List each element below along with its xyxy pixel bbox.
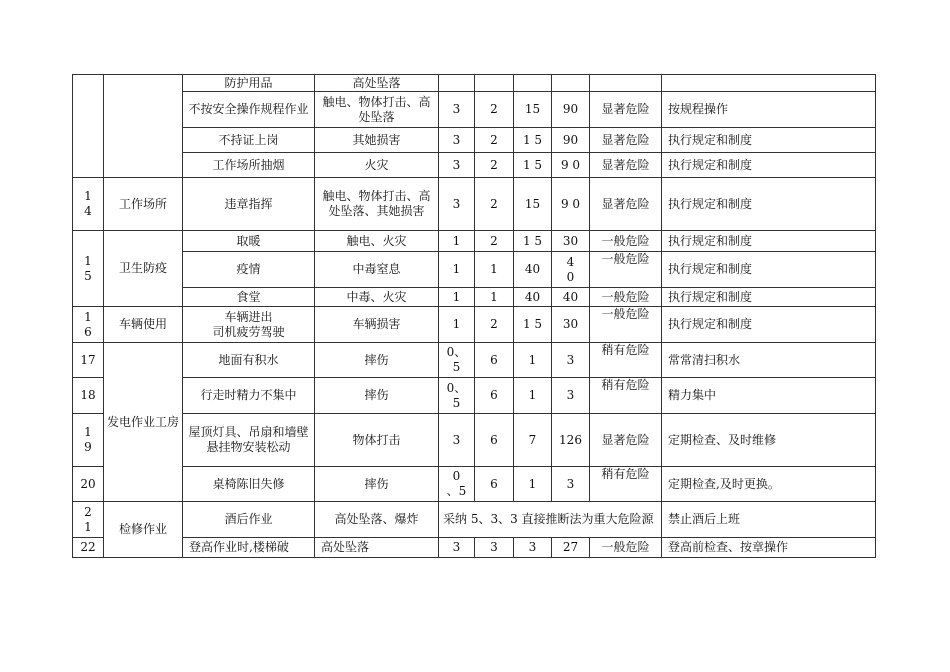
hazard-source-cell: 疫情 [183,252,315,288]
d-value-cell: 30 [552,307,590,343]
risk-level-cell [590,75,662,92]
table-row [73,343,876,378]
control-measure-cell: 登高前检查、按章操作 [662,538,876,558]
l-value-cell: 1 [439,231,475,252]
row-number-cell: 1 6 [73,307,104,343]
c-value-cell: 1 5 [514,153,552,178]
hazard-source-cell: 地面有积水 [183,343,315,378]
risk-level-cell: 稍有危险 [590,467,662,502]
risk-level-cell: 一般危险 [590,307,662,343]
control-measure-cell: 执行规定和制度 [662,307,876,343]
work-area-cell: 工作场所 [104,178,183,231]
work-area-cell: 检修作业 [104,502,183,558]
l-value-cell: 3 [439,153,475,178]
c-value-cell: 1 [514,467,552,502]
e-value-cell: 2 [475,178,514,231]
table-row [73,252,876,288]
major-hazard-note-cell: 采纳 5、3、3 直接推断法为重大危险源 [439,502,662,538]
l-value-cell: 0、 5 [439,343,475,378]
e-value-cell: 6 [475,343,514,378]
d-value-cell: 3 [552,378,590,414]
control-measure-cell: 执行规定和制度 [662,231,876,252]
risk-level-cell: 一般危险 [590,252,662,288]
table-row [73,92,876,128]
l-value-cell: 3 [439,178,475,231]
control-measure-cell: 定期检查,及时更换。 [662,467,876,502]
table-row [73,153,876,178]
risk-level-cell: 稍有危险 [590,378,662,414]
row-number-cell: 1 5 [73,231,104,307]
d-value-cell: 90 [552,128,590,153]
c-value-cell [514,75,552,92]
possible-accident-cell: 火灾 [315,153,439,178]
e-value-cell [475,75,514,92]
hazard-source-cell: 车辆进出 司机疲劳驾驶 [183,307,315,343]
hazard-source-cell: 屋顶灯具、吊扇和墙壁悬挂物安装松动 [183,414,315,467]
l-value-cell: 1 [439,288,475,307]
table-row [73,502,876,538]
possible-accident-cell: 高处坠落、爆炸 [315,502,439,538]
table-row [73,467,876,502]
hazard-source-cell: 登高作业时,楼梯破 [183,538,315,558]
e-value-cell: 2 [475,153,514,178]
row-number-cell: 20 [73,467,104,502]
work-area-cell: 发电作业工房 [104,343,183,502]
risk-level-cell: 显著危险 [590,128,662,153]
hazard-source-cell: 食堂 [183,288,315,307]
possible-accident-cell: 触电、火灾 [315,231,439,252]
c-value-cell: 1 5 [514,231,552,252]
risk-level-cell: 一般危险 [590,288,662,307]
c-value-cell: 40 [514,288,552,307]
d-value-cell: 3 [552,467,590,502]
row-number-cell: 2 1 [73,502,104,538]
e-value-cell: 6 [475,378,514,414]
row-number-cell [73,75,104,178]
e-value-cell: 2 [475,307,514,343]
hazard-source-cell: 不按安全操作规程作业 [183,92,315,128]
d-value-cell: 3 [552,343,590,378]
e-value-cell: 1 [475,252,514,288]
work-area-cell [104,75,183,178]
e-value-cell: 1 [475,288,514,307]
control-measure-cell: 执行规定和制度 [662,288,876,307]
d-value-cell: 90 [552,92,590,128]
e-value-cell: 3 [475,538,514,558]
table-row [73,538,876,558]
e-value-cell: 6 [475,414,514,467]
row-number-cell: 1 9 [73,414,104,467]
row-number-cell: 1 4 [73,178,104,231]
e-value-cell: 2 [475,231,514,252]
possible-accident-cell: 中毒、火灾 [315,288,439,307]
c-value-cell: 1 5 [514,307,552,343]
work-area-cell: 车辆使用 [104,307,183,343]
hazard-source-cell: 取暖 [183,231,315,252]
c-value-cell: 40 [514,252,552,288]
d-value-cell: 9 0 [552,178,590,231]
table-row [73,231,876,252]
control-measure-cell: 常常清扫积水 [662,343,876,378]
l-value-cell: 3 [439,92,475,128]
possible-accident-cell: 摔伤 [315,378,439,414]
row-number-cell: 18 [73,378,104,414]
c-value-cell: 1 [514,378,552,414]
control-measure-cell: 执行规定和制度 [662,153,876,178]
l-value-cell [439,75,475,92]
d-value-cell: 4 0 [552,252,590,288]
possible-accident-cell: 其她损害 [315,128,439,153]
possible-accident-cell: 摔伤 [315,467,439,502]
d-value-cell: 27 [552,538,590,558]
l-value-cell: 3 [439,414,475,467]
possible-accident-cell: 摔伤 [315,343,439,378]
risk-level-cell: 一般危险 [590,231,662,252]
control-measure-cell: 定期检查、及时维修 [662,414,876,467]
possible-accident-cell: 触电、物体打击、高处坠落 [315,92,439,128]
table-row [73,378,876,414]
c-value-cell: 3 [514,538,552,558]
hazard-source-cell: 防护用品 [183,75,315,92]
table-row [73,414,876,467]
possible-accident-cell: 物体打击 [315,414,439,467]
hazard-source-cell: 酒后作业 [183,502,315,538]
possible-accident-cell: 车辆损害 [315,307,439,343]
hazard-source-cell: 工作场所抽烟 [183,153,315,178]
control-measure-cell: 执行规定和制度 [662,178,876,231]
risk-level-cell: 显著危险 [590,178,662,231]
d-value-cell: 40 [552,288,590,307]
l-value-cell: 0、 5 [439,378,475,414]
c-value-cell: 7 [514,414,552,467]
control-measure-cell: 禁止酒后上班 [662,502,876,538]
table-row [73,307,876,343]
d-value-cell [552,75,590,92]
risk-assessment-table [72,74,876,558]
d-value-cell: 9 0 [552,153,590,178]
work-area-cell: 卫生防疫 [104,231,183,307]
risk-level-cell: 显著危险 [590,92,662,128]
control-measure-cell: 精力集中 [662,378,876,414]
c-value-cell: 15 [514,92,552,128]
c-value-cell: 15 [514,178,552,231]
l-value-cell: 0 、5 [439,467,475,502]
possible-accident-cell: 高处坠落 [315,75,439,92]
c-value-cell: 1 [514,343,552,378]
table-row [73,75,876,92]
risk-level-cell: 显著危险 [590,153,662,178]
table-row [73,178,876,231]
hazard-source-cell: 违章指挥 [183,178,315,231]
l-value-cell: 1 [439,252,475,288]
row-number-cell: 22 [73,538,104,558]
l-value-cell: 3 [439,128,475,153]
e-value-cell: 2 [475,128,514,153]
hazard-source-cell: 行走时精力不集中 [183,378,315,414]
risk-level-cell: 一般危险 [590,538,662,558]
l-value-cell: 3 [439,538,475,558]
hazard-source-cell: 不持证上岗 [183,128,315,153]
control-measure-cell: 按规程操作 [662,92,876,128]
possible-accident-cell: 触电、物体打击、高处坠落、其她损害 [315,178,439,231]
possible-accident-cell: 中毒窒息 [315,252,439,288]
control-measure-cell [662,75,876,92]
e-value-cell: 2 [475,92,514,128]
possible-accident-cell: 高处坠落 [315,538,439,558]
risk-level-cell: 稍有危险 [590,343,662,378]
hazard-source-cell: 桌椅陈旧失修 [183,467,315,502]
risk-level-cell: 显著危险 [590,414,662,467]
control-measure-cell: 执行规定和制度 [662,252,876,288]
l-value-cell: 1 [439,307,475,343]
row-number-cell: 17 [73,343,104,378]
table-row [73,128,876,153]
c-value-cell: 1 5 [514,128,552,153]
control-measure-cell: 执行规定和制度 [662,128,876,153]
d-value-cell: 126 [552,414,590,467]
e-value-cell: 6 [475,467,514,502]
table-row [73,288,876,307]
d-value-cell: 30 [552,231,590,252]
